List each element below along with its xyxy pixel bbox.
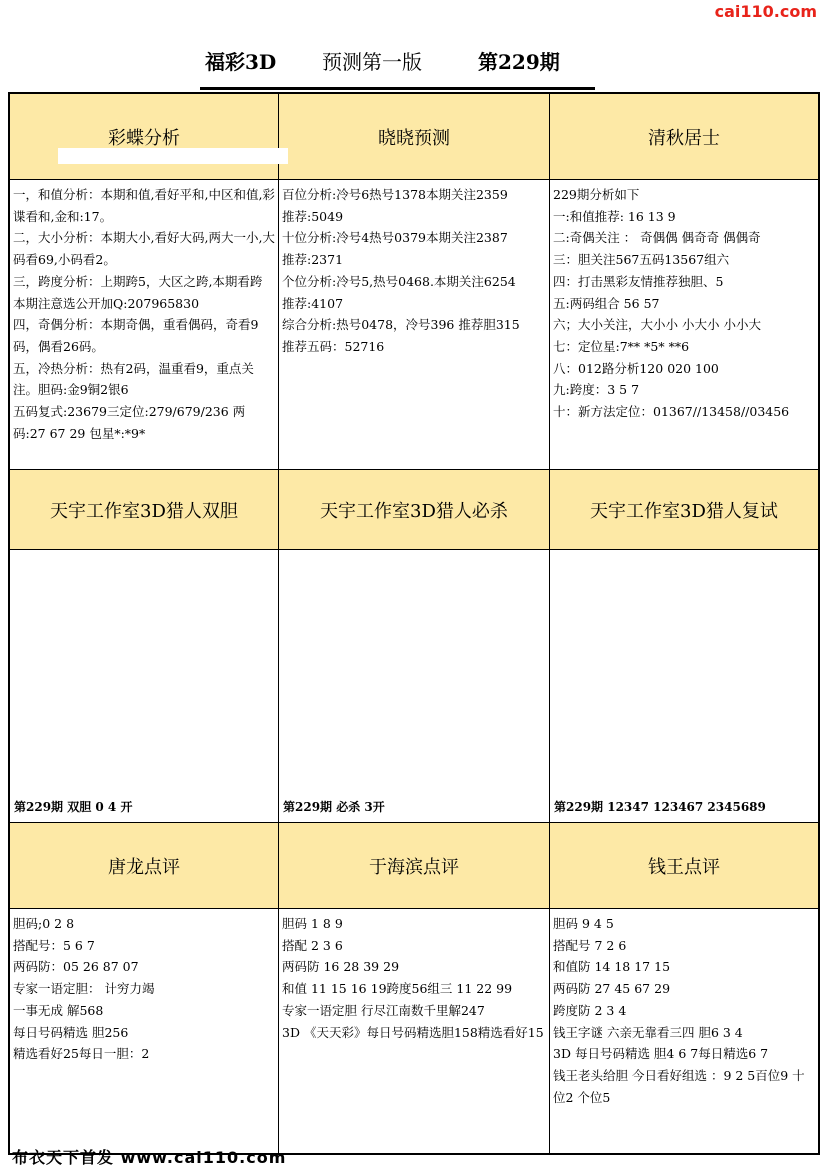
title-edition: 预测第一版 (322, 50, 422, 74)
text-line: 一，和值分析：本期和值,看好平和,中区和值,彩谍看和,金和:17。 (13, 187, 275, 224)
text-line: 每日号码精选 胆256 (13, 1024, 129, 1040)
header-qingqiu (550, 94, 818, 180)
text-line: 五，冷热分析：热有2码，温重看9，重点关注。胆码:金9铜2银6 (13, 360, 254, 398)
header-tanglong-label: 唐龙点评 (108, 856, 180, 878)
header-tanglong (10, 823, 278, 909)
text-line: 和值 11 15 16 19跨度56组三 11 22 99 (282, 981, 513, 997)
text-line: 推荐:2371 (282, 252, 344, 268)
text-line: 胆码 9 4 5 (553, 916, 614, 931)
watermark-cover (58, 148, 288, 164)
body-tanglong (10, 909, 278, 1153)
text-line: 个位分析:冷号5,热号0468.本期关注6254 (282, 273, 516, 289)
header-tianyu-kill (279, 470, 549, 550)
site-logo: cai110.com (714, 2, 817, 21)
text-line: 两码防：05 26 87 07 (13, 959, 139, 975)
header-tianyu-retest (550, 470, 818, 550)
text-line: 钱王老头给胆 今日看好组选 ：9 2 5百位9 十位2 个位5 (553, 1067, 805, 1105)
text-line: 胆码 1 8 9 (282, 916, 343, 931)
header-tianyu-double-label: 天宇工作室3D猎人双胆 (50, 500, 238, 522)
text-line: 五:两码组合 56 57 (553, 295, 660, 311)
text-line: 229期分析如下 (553, 187, 640, 202)
header-caidie (10, 94, 278, 180)
text-line: 一:和值推荐: 16 13 9 (553, 208, 676, 224)
text-line: 四：打击黑彩友情推荐独胆、5 (553, 273, 724, 289)
text-line: 和值防 14 18 17 15 (553, 959, 671, 975)
body-caidie (10, 180, 278, 469)
footer-tianyu-retest: 第229期 12347 123467 2345689 (554, 800, 766, 814)
header-yuhaibin (279, 823, 549, 909)
title-issue: 第229期 (478, 50, 560, 74)
text-line: 推荐五码：52716 (282, 338, 385, 354)
footer-source: 布衣天下首发 www.cai110.com (12, 1148, 287, 1167)
header-qingqiu-label: 清秋居士 (648, 127, 720, 149)
body-qingqiu (550, 180, 818, 469)
footer-tianyu-double: 第229期 双胆 0 4 开 (14, 800, 133, 814)
text-line: 五码复式:23679三定位:279/679/236 两码:27 67 29 包星*:*9* (13, 404, 246, 441)
title-lottery: 福彩3D (205, 50, 277, 74)
text-line: 三，跨度分析：上期跨5，大区之跨,本期看跨 本期注意选公开加Q:207965830 (13, 273, 263, 311)
prediction-grid (8, 92, 820, 1155)
header-tianyu-kill-label: 天宇工作室3D猎人必杀 (320, 500, 508, 522)
text-line: 十位分析:冷号4热号0379本期关注2387 (282, 230, 508, 246)
page-title (195, 10, 595, 90)
text-line: 搭配号 7 2 6 (553, 937, 627, 953)
text-line: 十：新方法定位：01367//13458//03456 (553, 404, 790, 420)
header-qianwang-label: 钱王点评 (648, 856, 720, 878)
text-line: 推荐:4107 (282, 295, 344, 311)
header-tianyu-double (10, 470, 278, 550)
header-qianwang (550, 823, 818, 909)
body-qianwang (550, 909, 818, 1153)
text-line: 二:奇偶关注 ： 奇偶偶 偶奇奇 偶偶奇 (553, 230, 761, 246)
text-line: 搭配号：5 6 7 (13, 937, 95, 953)
text-line: 二，大小分析：本期大小,看好大码,两大一小,大码看69,小码看2。 (13, 230, 275, 268)
text-line: 胆码;0 2 8 (13, 916, 75, 931)
body-xiaoxiao (279, 180, 549, 469)
text-line: 专家一语定胆 行尽江南数千里解247 (282, 1002, 485, 1018)
text-line: 三：胆关注567五码13567组六 (553, 252, 730, 268)
text-line: 八：012路分析120 020 100 (553, 360, 719, 376)
text-line: 六；大小关注，大小小 小大小 小小大 (553, 317, 761, 333)
text-line: 钱王字谜 六亲无靠看三四 胆6 3 4 (553, 1024, 743, 1040)
footer-tianyu-kill: 第229期 必杀 3开 (283, 800, 385, 814)
header-xiaoxiao (279, 94, 549, 180)
text-line: 两码防 27 45 67 29 (553, 981, 671, 997)
text-line: 七：定位星:7** *5* **6 (553, 338, 690, 354)
text-line: 九:跨度：3 5 7 (553, 382, 640, 398)
text-line: 综合分析:热号0478，冷号396 推荐胆315 (282, 317, 520, 333)
text-line: 搭配 2 3 6 (282, 937, 343, 953)
text-line: 3D 《天天彩》每日号码精选胆158精选看好15 (282, 1024, 544, 1040)
header-yuhaibin-label: 于海滨点评 (369, 856, 459, 878)
body-yuhaibin (279, 909, 549, 1153)
text-line: 一事无成 解568 (13, 1002, 104, 1018)
text-line: 百位分析:冷号6热号1378本期关注2359 (282, 187, 508, 202)
title-underline (200, 87, 595, 90)
header-xiaoxiao-label: 晓晓预测 (378, 127, 450, 149)
text-line: 四，奇偶分析：本期奇偶，重看偶码，奇看9码，偶看26码。 (13, 317, 259, 354)
text-line: 专家一语定胆： 计穷力竭 (13, 981, 155, 997)
header-caidie-label: 彩蝶分析 (108, 127, 180, 149)
header-tianyu-retest-label: 天宇工作室3D猎人复试 (590, 500, 778, 522)
text-line: 推荐:5049 (282, 208, 344, 224)
text-line: 两码防 16 28 39 29 (282, 959, 400, 975)
text-line: 跨度防 2 3 4 (553, 1002, 627, 1018)
text-line: 3D 每日号码精选 胆4 6 7每日精选6 7 (553, 1046, 769, 1062)
text-line: 精选看好25每日一胆：2 (13, 1046, 150, 1062)
